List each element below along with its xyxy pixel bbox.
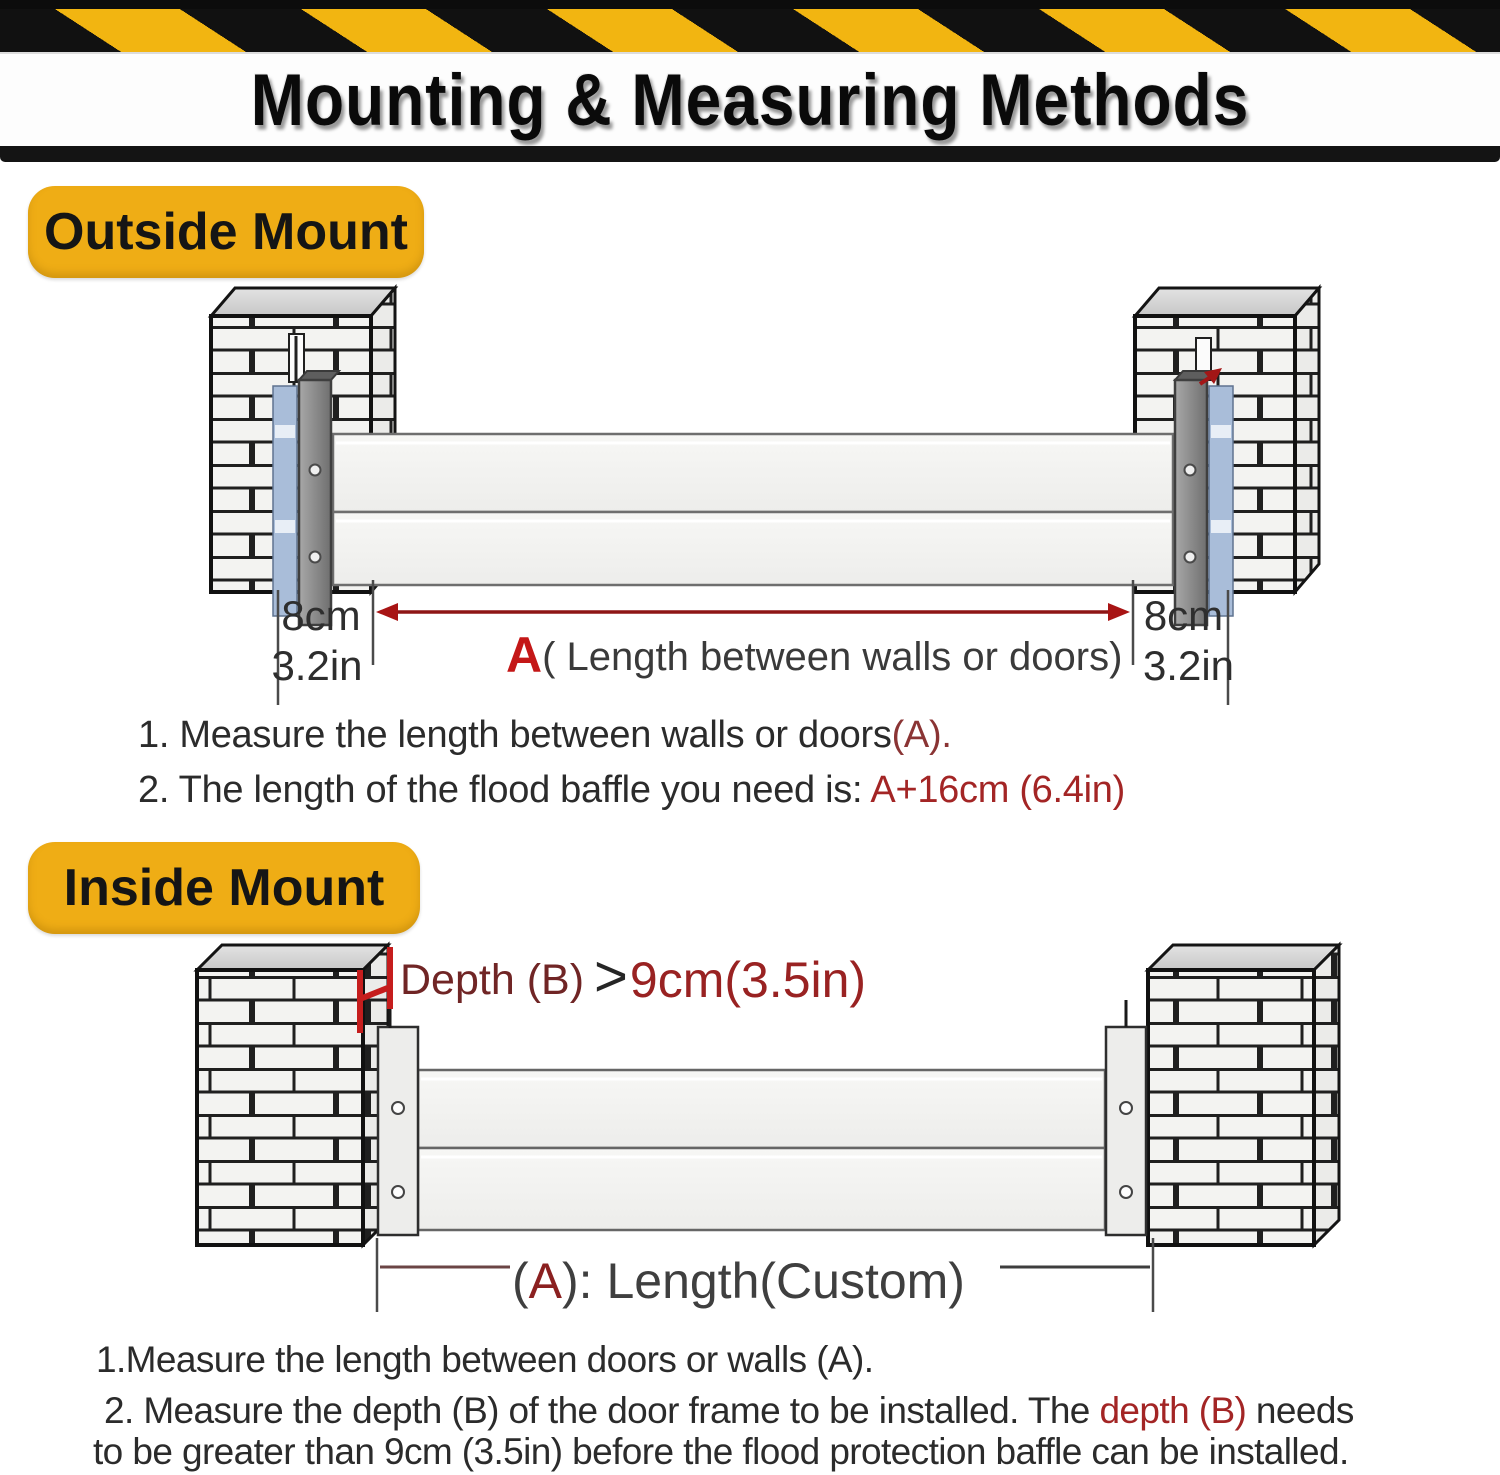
- length-custom-text: ): Length(Custom): [562, 1253, 965, 1309]
- outside-step-1-highlight: (A).: [891, 714, 952, 756]
- screw: [392, 1102, 404, 1114]
- inside-right-pillar: [1148, 945, 1339, 1245]
- outside-dim-right-cm: 8cm: [1143, 592, 1224, 639]
- outside-length-annotation: [506, 627, 1123, 683]
- header-divider-bar: [0, 146, 1500, 162]
- hazard-stripe-band: [0, 9, 1500, 54]
- inside-step-2-text-b: needs: [1246, 1390, 1354, 1431]
- outside-dim-left-cm: 8cm: [281, 592, 361, 639]
- screw: [310, 465, 321, 476]
- inside-left-bracket: [378, 1027, 418, 1235]
- gasket-strip: [273, 386, 297, 616]
- depth-value: 9cm(3.5in): [629, 952, 867, 1008]
- greater-than-sign: >: [594, 944, 628, 1009]
- page-title: Mounting & Measuring Methods: [250, 58, 1250, 142]
- outside-mount-diagram: [0, 280, 1500, 710]
- gasket-clip: [1211, 425, 1231, 438]
- top-black-bar: [0, 0, 1500, 9]
- dimension-arrow-icon: [376, 603, 1130, 621]
- inside-step-3-text: to be greater than 9cm (3.5in) before the flood protection baffle can be installed.: [93, 1431, 1349, 1472]
- inside-step-2: [104, 1392, 1354, 1431]
- inside-right-bracket: [1106, 1000, 1146, 1235]
- screw: [1185, 465, 1196, 476]
- title-band: [0, 54, 1500, 146]
- outside-step-2: [138, 771, 1125, 811]
- outside-dim-right-in: 3.2in: [1142, 642, 1235, 689]
- outside-step-2-highlight: A+16cm (6.4in): [870, 769, 1125, 811]
- screw: [392, 1186, 404, 1198]
- outside-mount-label-text: Outside Mount: [44, 203, 408, 261]
- screw: [1185, 552, 1196, 563]
- gasket-clip: [275, 425, 295, 438]
- outside-dim-left-in: 3.2in: [271, 642, 363, 689]
- outside-step-1-text: 1. Measure the length between walls or doors: [138, 714, 892, 756]
- gasket-strip: [1209, 386, 1233, 616]
- gasket-clip: [1211, 520, 1231, 533]
- inside-step-2-highlight: depth (B): [1099, 1390, 1247, 1431]
- length-a-letter: A: [528, 1253, 563, 1309]
- outside-step-2-text: 2. The length of the flood baffle you need is:: [138, 769, 871, 811]
- screw: [310, 552, 321, 563]
- length-a-letter: A: [506, 627, 543, 683]
- inside-step-1-text: 1.Measure the length between doors or walls (A).: [96, 1339, 874, 1380]
- outside-mount-label: [28, 186, 424, 278]
- depth-annotation: [400, 944, 867, 1012]
- flood-barrier-inside: [418, 1070, 1105, 1230]
- outside-step-1: [138, 716, 952, 756]
- inside-step-1: [96, 1341, 873, 1380]
- depth-label: Depth (B): [400, 955, 585, 1004]
- flood-barrier-outside: [333, 434, 1173, 585]
- screw: [1120, 1102, 1132, 1114]
- length-open-paren: (: [512, 1253, 529, 1309]
- inside-step-2-text-a: 2. Measure the depth (B) of the door frame to be installed. The: [104, 1390, 1100, 1431]
- screw: [1120, 1186, 1132, 1198]
- inside-step-3: [93, 1433, 1349, 1472]
- inside-mount-diagram: [0, 930, 1500, 1360]
- gasket-clip: [275, 520, 295, 533]
- length-a-text: ( Length between walls or doors): [542, 635, 1123, 679]
- inside-length-annotation: [512, 1252, 965, 1310]
- inside-mount-label-text: Inside Mount: [63, 859, 385, 917]
- inside-mount-label: [28, 842, 420, 934]
